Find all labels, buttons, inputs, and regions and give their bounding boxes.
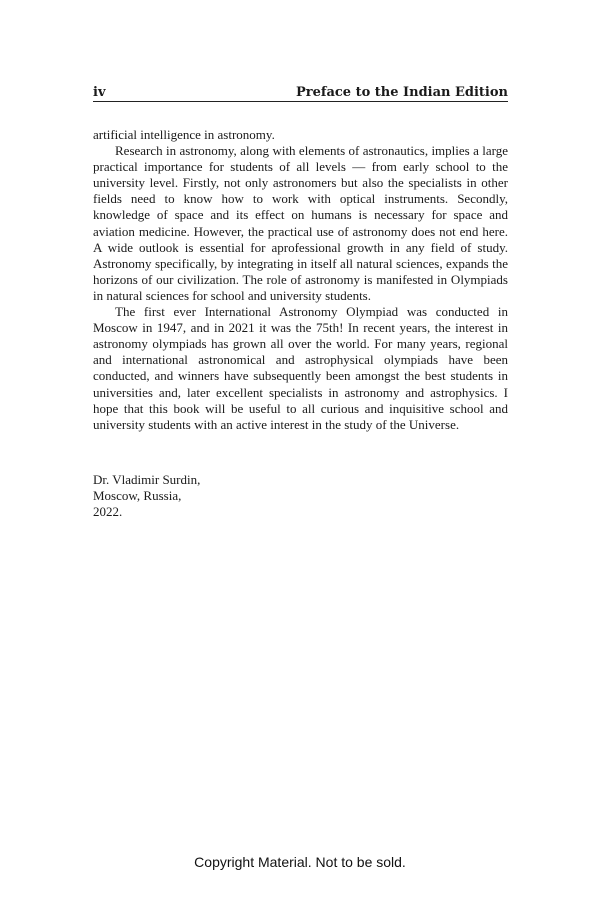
- signature-block: [93, 472, 393, 520]
- paragraph: The first ever International Astronomy Olympiad was conducted in Moscow in 1947, and in 2021 it was the 75th! In recent years, the interest in astronomy olympiads has grown all over the world. For many years, regional and international astronomical and astrophysical olympiads have been conducted, and winners have subsequently been amongst the best students in universities and, later excellent specialists in astronomy and astrophysics. I hope that this book will be useful to all curious and inquisitive school and university students with an active interest in the study of the Universe.: [93, 304, 508, 432]
- body-text: [93, 127, 508, 433]
- author-name: Dr. Vladimir Surdin,: [93, 472, 201, 487]
- author-location: Moscow, Russia,: [93, 488, 182, 504]
- chapter-title: Preface to the Indian Edition: [295, 85, 508, 100]
- running-head: [93, 83, 508, 102]
- paragraph: Research in astronomy, along with elements of astronautics, implies a large practical importance for students of all levels — from early school to the university level. Firstly, not only astronomers but also the specialists in other fields need to know how to work with optical instruments. Secondly, knowledge of space and its effect on humans is necessary for space and aviation medicine. However, the practical use of astronomy does not end here. A wide outlook is essential for aprofessional growth in any field of study. Astronomy specifically, by integrating in itself all natural sciences, expands the horizons of our civilization. The role of astronomy is manifested in Olympiads in natural sciences for school and university students.: [93, 143, 508, 303]
- signature-year: 2022.: [93, 504, 123, 520]
- copyright-notice: Copyright Material. Not to be sold.: [194, 854, 406, 870]
- page-number: iv: [93, 85, 106, 100]
- paragraph-continuation: artificial intelligence in astronomy.: [93, 127, 275, 142]
